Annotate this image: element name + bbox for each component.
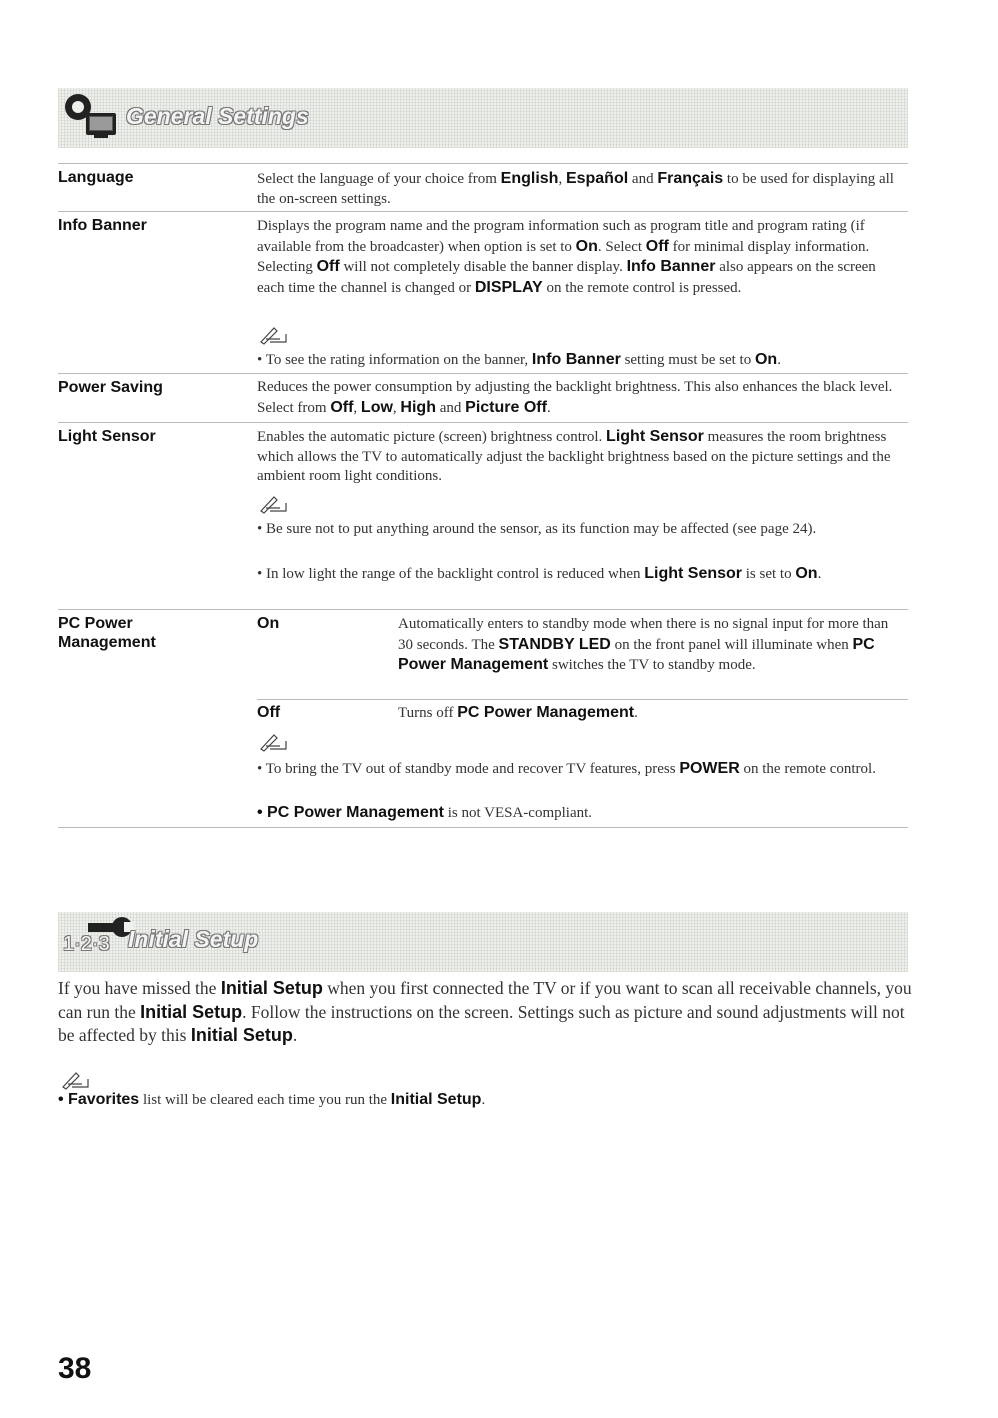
option-off-label: Off [257, 704, 281, 721]
note-info-banner: • To see the rating information on the banner, Info Banner setting must be set to On. [257, 351, 781, 368]
desc-pc-power-off: Turns off PC Power Management. [398, 704, 638, 721]
section-title-general-settings: General Settings [126, 103, 309, 129]
divider [58, 163, 908, 164]
note-light-sensor-2: • In low light the range of the backlight control is reduced when Light Sensor is set to On. [257, 565, 822, 582]
note-pencil-icon [258, 494, 292, 514]
divider [58, 422, 908, 423]
term-language: Language [58, 169, 134, 186]
section-title-initial-setup: Initial Setup [128, 926, 259, 952]
note-pc-power-2: • PC Power Management is not VESA-compliant. [257, 804, 593, 821]
note-pencil-icon [258, 732, 292, 752]
note-pencil-icon [60, 1070, 94, 1090]
divider [58, 609, 908, 610]
initial-setup-paragraph: If you have missed the Initial Setup when you first connected the TV or if you want to scan all receivable channels, you can run the Initial Setup. Follow the instructions on the screen. Settings such as picture and sound adjustments will not be affected by this Initial Setup. [58, 978, 912, 1045]
divider [257, 699, 908, 700]
term-info-banner: Info Banner [58, 217, 147, 234]
desc-language: Select the language of your choice from English, Español and Français to be used for displaying all the on-screen settings. [257, 170, 894, 207]
note-initial-setup: • Favorites list will be cleared each time you run the Initial Setup. [58, 1091, 486, 1108]
divider [58, 373, 908, 374]
desc-pc-power-on: Automatically enters to standby mode when there is no signal input for more than 30 seconds. The STANDBY LED on the front panel will illuminate when PC Power Management switches the TV to standby mode. [398, 616, 889, 673]
desc-power-saving: Reduces the power consumption by adjusting the backlight brightness. This also enhances the black level. Select from Off, Low, High and Picture Off. [257, 379, 893, 416]
note-pencil-icon [258, 325, 292, 345]
term-light-sensor: Light Sensor [58, 428, 156, 445]
setup-step-digits: 1·2·3 [63, 933, 110, 955]
term-pc-power-management: PC Power Management [58, 615, 156, 651]
note-light-sensor-1: • Be sure not to put anything around the sensor, as its function may be affected (see page 24). [257, 521, 817, 537]
divider [58, 827, 908, 828]
desc-light-sensor: Enables the automatic picture (screen) brightness control. Light Sensor measures the room brightness which allows the TV to automatically adjust the backlight brightness based on the picture settings and the ambient room light conditions. [257, 428, 891, 484]
settings-wrench-tv-icon [60, 91, 122, 141]
desc-info-banner: Displays the program name and the program information such as program title and program rating (if available from the broadcaster) when option is set to On. Select Off for minimal display information. Selecting Off will not completely disable the banner display. Info Banner also appears on the screen each time the channel is changed or DISPLAY on the remote control is pressed. [257, 218, 876, 296]
divider [58, 211, 908, 212]
option-on-label: On [257, 615, 280, 632]
note-pc-power-1: • To bring the TV out of standby mode and recover TV features, press POWER on the remote control. [257, 760, 876, 777]
term-power-saving: Power Saving [58, 379, 163, 396]
page-number: 38 [58, 1352, 92, 1385]
